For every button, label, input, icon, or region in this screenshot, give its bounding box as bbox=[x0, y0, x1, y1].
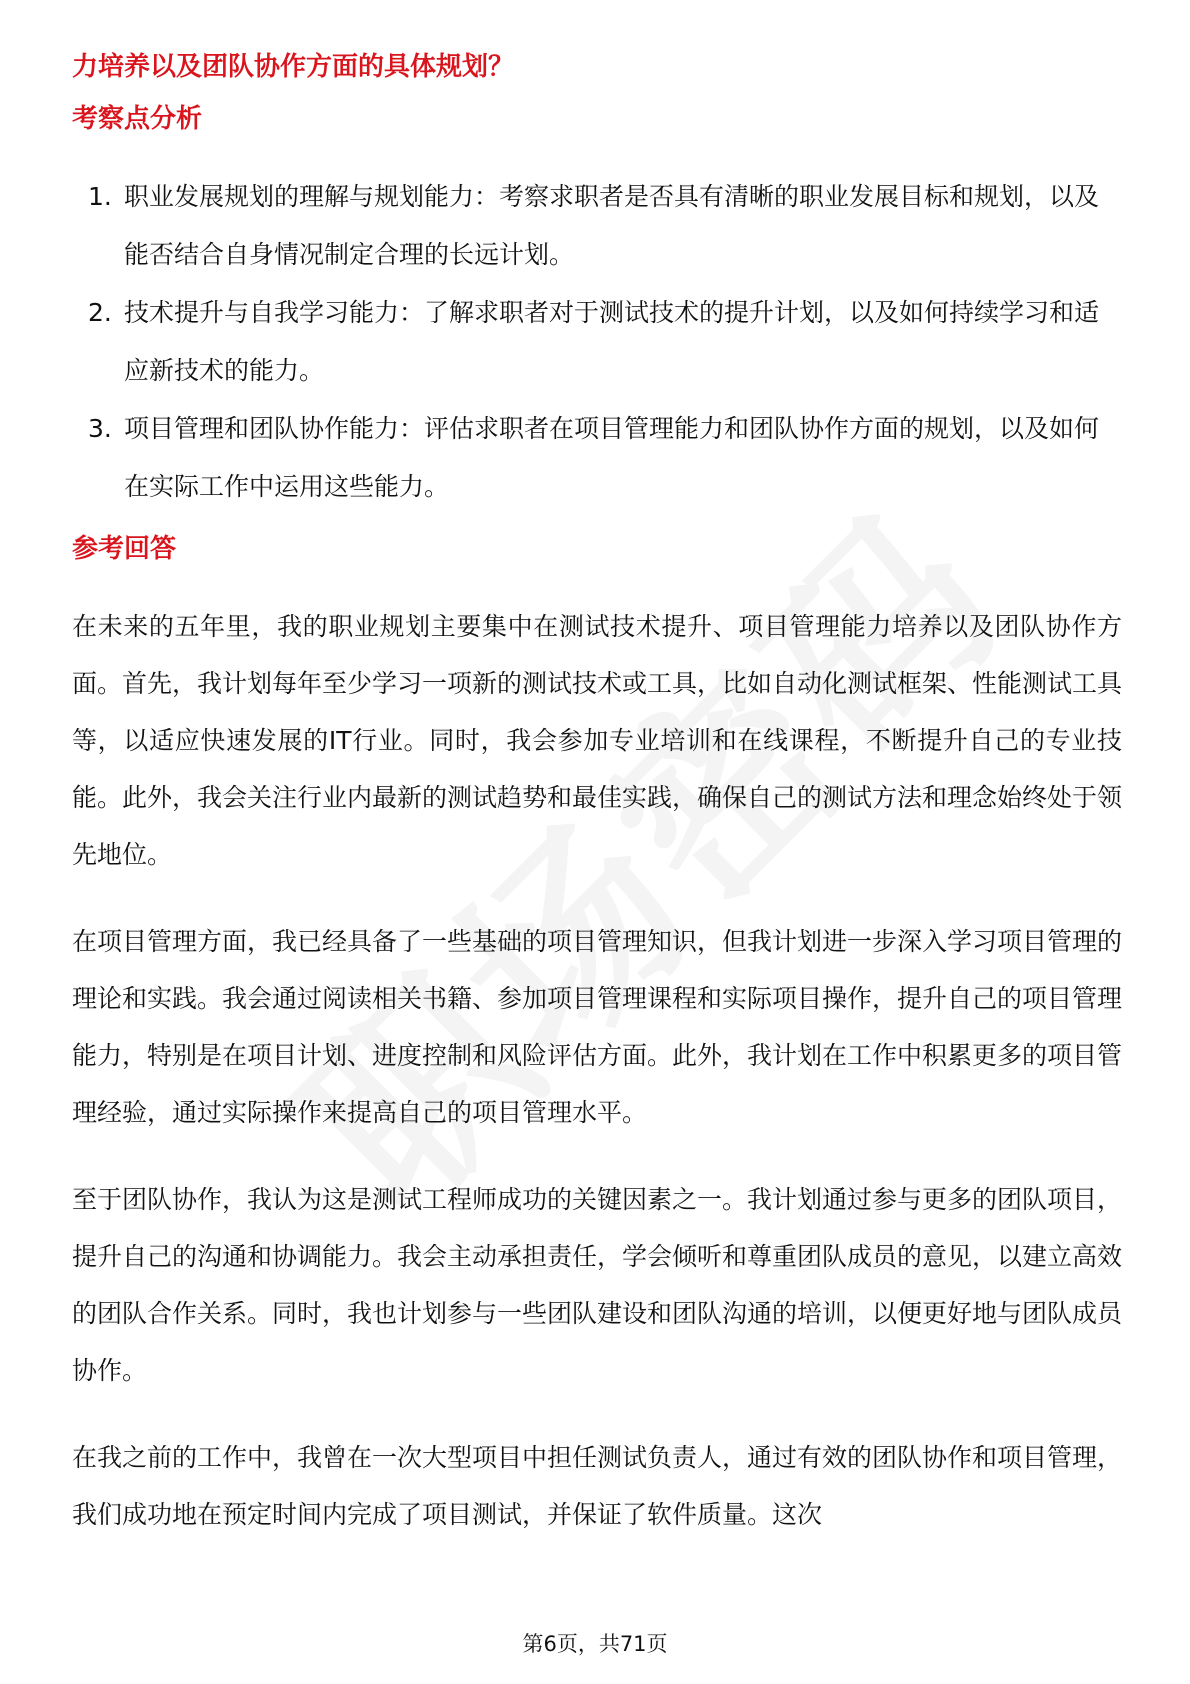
list-item-number: 3. bbox=[88, 414, 112, 443]
list-item-number: 1. bbox=[88, 182, 112, 211]
list-item bbox=[72, 400, 1122, 516]
list-item-number: 2. bbox=[88, 298, 112, 327]
page-footer: 第6页，共71页 bbox=[522, 1632, 668, 1656]
analysis-list bbox=[72, 168, 1122, 516]
list-item bbox=[72, 168, 1122, 284]
list-item-text: 技术提升与自我学习能力：了解求职者对于测试技术的提升计划，以及如何持续学习和适应新技术的能力。 bbox=[124, 298, 1100, 385]
list-item-text: 项目管理和团队协作能力：评估求职者在项目管理能力和团队协作方面的规划，以及如何在实际工作中运用这些能力。 bbox=[124, 414, 1100, 501]
list-item bbox=[72, 284, 1122, 400]
answer-paragraph: 在项目管理方面，我已经具备了一些基础的项目管理知识，但我计划进一步深入学习项目管理的理论和实践。我会通过阅读相关书籍、参加项目管理课程和实际项目操作，提升自己的项目管理能力，特别是在项目计划、进度控制和风险评估方面。此外，我计划在工作中积累更多的项目管理经验，通过实际操作来提高自己的项目管理水平。 bbox=[72, 927, 1123, 1127]
list-item-text: 职业发展规划的理解与规划能力：考察求职者是否具有清晰的职业发展目标和规划，以及能否结合自身情况制定合理的长远计划。 bbox=[124, 182, 1100, 269]
answer-paragraph: 在我之前的工作中，我曾在一次大型项目中担任测试负责人，通过有效的团队协作和项目管理，我们成功地在预定时间内完成了项目测试，并保证了软件质量。这次 bbox=[72, 1443, 1123, 1529]
answer-paragraph: 在未来的五年里，我的职业规划主要集中在测试技术提升、项目管理能力培养以及团队协作方面。首先，我计划每年至少学习一项新的测试技术或工具，比如自动化测试框架、性能测试工具等，以适应快速发展的IT行业。同时，我会参加专业培训和在线课程，不断提升自己的专业技能。此外，我会关注行业内最新的测试趋势和最佳实践，确保自己的测试方法和理念始终处于领先地位。 bbox=[72, 612, 1123, 869]
answer-title: 参考回答 bbox=[72, 534, 177, 564]
analysis-title: 考察点分析 bbox=[72, 104, 203, 134]
answer-paragraph: 至于团队协作，我认为这是测试工程师成功的关键因素之一。我计划通过参与更多的团队项目，提升自己的沟通和协调能力。我会主动承担责任，学会倾听和尊重团队成员的意见，以建立高效的团队合作关系。同时，我也计划参与一些团队建设和团队沟通的培训，以便更好地与团队成员协作。 bbox=[72, 1185, 1123, 1385]
continued-heading: 力培养以及团队协作方面的具体规划？ bbox=[72, 52, 515, 82]
page-content bbox=[72, 48, 1122, 1573]
